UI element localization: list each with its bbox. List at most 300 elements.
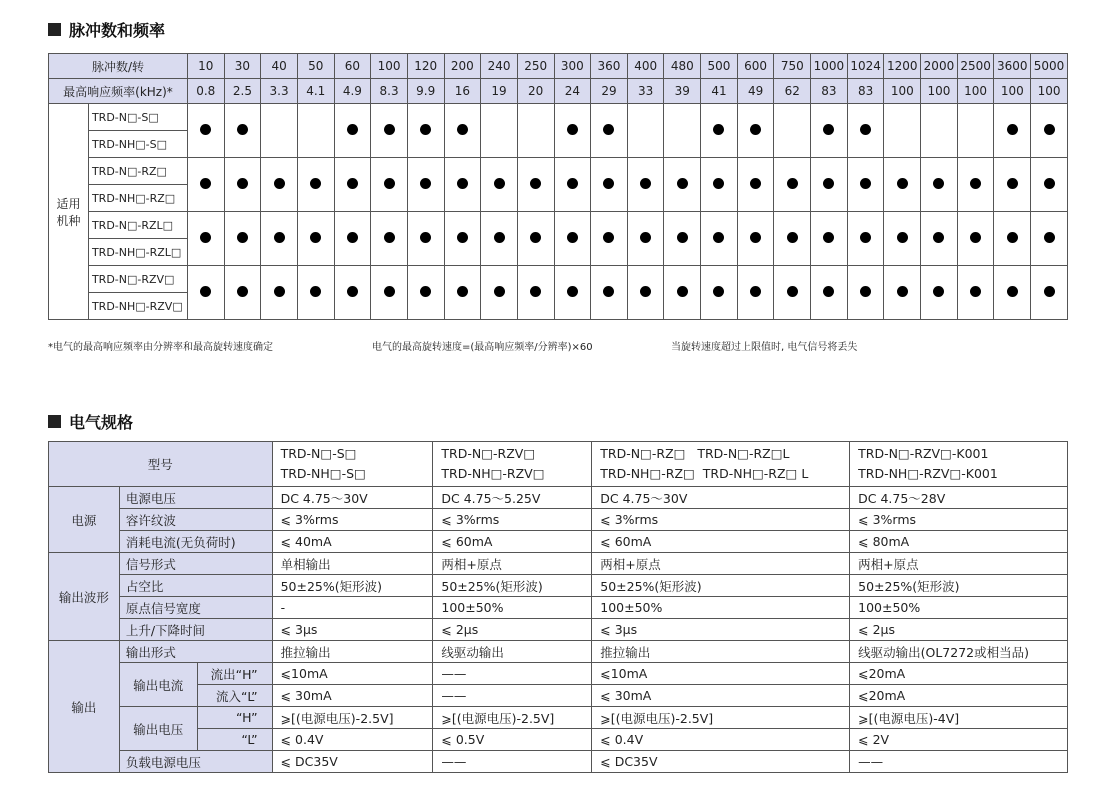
freq-value: 0.8: [187, 79, 224, 104]
compatible-dot-icon: [420, 286, 431, 297]
compatible-dot-icon: [530, 178, 541, 189]
compat-cell: [994, 158, 1031, 212]
freq-value: 16: [444, 79, 481, 104]
compatible-dot-icon: [1007, 232, 1018, 243]
spec-value: 50±25%(矩形波): [592, 575, 850, 597]
compat-cell: [1031, 158, 1068, 212]
group-output: 输出: [49, 641, 120, 773]
spec-sub-label: 流入“L”: [197, 685, 272, 707]
compat-cell: [517, 158, 554, 212]
spec-label: 信号形式: [119, 553, 272, 575]
spec-value: DC 4.75～30V: [272, 487, 433, 509]
model-name: TRD-NH□-RZV□: [88, 293, 187, 320]
section-title-pulse: [48, 18, 165, 41]
compatible-dot-icon: [567, 286, 578, 297]
spec-value: DC 4.75～28V: [850, 487, 1068, 509]
compatible-dot-icon: [640, 178, 651, 189]
compatible-dot-icon: [787, 286, 798, 297]
compat-cell: [297, 158, 334, 212]
model-name: TRD-NH□-RZL□: [88, 239, 187, 266]
compat-cell: [481, 212, 518, 266]
compat-cell: [664, 212, 701, 266]
compatible-dot-icon: [1007, 124, 1018, 135]
compat-cell: [297, 104, 334, 158]
pulse-row: [49, 54, 1068, 79]
spec-value: 50±25%(矩形波): [433, 575, 592, 597]
compatible-dot-icon: [677, 286, 688, 297]
compatible-dot-icon: [310, 232, 321, 243]
compat-cell: [957, 212, 994, 266]
spec-value: ⩽ 2V: [850, 729, 1068, 751]
spec-row: [49, 619, 1068, 641]
model-name: TRD-NH□-RZ□: [88, 185, 187, 212]
compatible-dot-icon: [384, 286, 395, 297]
compat-cell: [847, 212, 884, 266]
output-current-label: 输出电流: [119, 663, 197, 707]
compat-cell: [664, 104, 701, 158]
compat-cell: [884, 158, 921, 212]
compat-cell: [701, 158, 738, 212]
compat-cell: [701, 104, 738, 158]
compatible-dot-icon: [677, 178, 688, 189]
spec-value: ⩽ 0.4V: [272, 729, 433, 751]
pulse-value: 360: [591, 54, 628, 79]
freq-value: 4.1: [297, 79, 334, 104]
compat-cell: [957, 104, 994, 158]
pulse-value: 750: [774, 54, 811, 79]
compat-cell: [187, 266, 224, 320]
compatible-dot-icon: [787, 232, 798, 243]
compat-cell: [811, 212, 848, 266]
spec-value: ⩽ 3%rms: [433, 509, 592, 531]
spec-value: 100±50%: [850, 597, 1068, 619]
pulse-frequency-table: [48, 53, 1068, 320]
compat-cell: [371, 104, 408, 158]
compatible-dot-icon: [237, 232, 248, 243]
spec-value: 两相+原点: [592, 553, 850, 575]
compat-cell: [847, 266, 884, 320]
compatible-dot-icon: [1044, 232, 1055, 243]
compatible-dot-icon: [897, 178, 908, 189]
spec-row: [49, 531, 1068, 553]
compatible-dot-icon: [384, 124, 395, 135]
freq-value: 19: [481, 79, 518, 104]
model-name: TRD-N□-RZV□: [88, 266, 187, 293]
compat-cell: [921, 212, 958, 266]
spec-label: 电源电压: [119, 487, 272, 509]
compatible-dot-icon: [347, 232, 358, 243]
compat-cell: [957, 158, 994, 212]
model-label: 型号: [49, 442, 273, 487]
pulse-value: 400: [627, 54, 664, 79]
spec-value: ⩽ 80mA: [850, 531, 1068, 553]
compatible-dot-icon: [823, 124, 834, 135]
compatible-dot-icon: [640, 286, 651, 297]
compat-cell: [774, 158, 811, 212]
applicable-models-label: 适用 机种: [49, 104, 89, 320]
spec-value: ——: [433, 751, 592, 773]
compatible-dot-icon: [640, 232, 651, 243]
freq-value: 39: [664, 79, 701, 104]
pulse-value: 1000: [811, 54, 848, 79]
compat-cell: [261, 104, 298, 158]
compatible-dot-icon: [750, 124, 761, 135]
compat-cell: [224, 104, 261, 158]
compatible-dot-icon: [457, 232, 468, 243]
spec-label: 原点信号宽度: [119, 597, 272, 619]
compat-cell: [187, 158, 224, 212]
compat-cell: [847, 158, 884, 212]
model-name: TRD-N□-RZL□: [88, 212, 187, 239]
compat-cell: [811, 158, 848, 212]
spec-sub-label: “H”: [197, 707, 272, 729]
compatible-dot-icon: [1007, 178, 1018, 189]
compat-cell: [664, 158, 701, 212]
spec-value: ⩽ 2μs: [850, 619, 1068, 641]
compatible-dot-icon: [750, 232, 761, 243]
pulse-value: 50: [297, 54, 334, 79]
compatible-dot-icon: [494, 286, 505, 297]
freq-value: 8.3: [371, 79, 408, 104]
compatible-dot-icon: [567, 178, 578, 189]
compat-cell: [371, 212, 408, 266]
pulse-value: 1200: [884, 54, 921, 79]
model-header: TRD-N□-RZV□-K001 TRD-NH□-RZV□-K001: [850, 442, 1068, 487]
spec-value: ⩽ 3%rms: [592, 509, 850, 531]
compatible-dot-icon: [603, 232, 614, 243]
compat-cell: [921, 158, 958, 212]
spec-value: ⩽10mA: [272, 663, 433, 685]
compat-cell: [481, 158, 518, 212]
compatible-dot-icon: [457, 178, 468, 189]
spec-value: ⩽ 0.5V: [433, 729, 592, 751]
compatible-dot-icon: [750, 286, 761, 297]
freq-value: 100: [957, 79, 994, 104]
pulse-value: 60: [334, 54, 371, 79]
spec-value: ——: [433, 685, 592, 707]
compatible-dot-icon: [713, 178, 724, 189]
compat-cell: [701, 266, 738, 320]
compat-cell: [774, 266, 811, 320]
section-title-text: 电气规格: [69, 413, 134, 432]
compat-cell: [591, 158, 628, 212]
compat-cell: [627, 104, 664, 158]
compat-cell: [444, 158, 481, 212]
pulse-value: 2500: [957, 54, 994, 79]
compat-cell: [261, 212, 298, 266]
compat-cell: [334, 266, 371, 320]
compatible-dot-icon: [384, 232, 395, 243]
spec-row: [49, 487, 1068, 509]
compatible-dot-icon: [310, 178, 321, 189]
compat-cell: [884, 104, 921, 158]
spec-label: 上升/下降时间: [119, 619, 272, 641]
spec-value: 推拉输出: [272, 641, 433, 663]
model-name: TRD-N□-RZ□: [88, 158, 187, 185]
spec-value: ⩽ 60mA: [592, 531, 850, 553]
compat-cell: [371, 266, 408, 320]
model-header: TRD-N□-RZ□ TRD-N□-RZ□L TRD-NH□-RZ□ TRD-NH□-RZ□ L: [592, 442, 850, 487]
spec-value: ⩽20mA: [850, 663, 1068, 685]
spec-value: 100±50%: [433, 597, 592, 619]
spec-label: 负载电源电压: [119, 751, 272, 773]
compatible-dot-icon: [603, 286, 614, 297]
compat-cell: [444, 266, 481, 320]
model-row: [49, 266, 1068, 293]
spec-row: [49, 597, 1068, 619]
compatible-dot-icon: [713, 232, 724, 243]
compat-cell: [371, 158, 408, 212]
freq-value: 2.5: [224, 79, 261, 104]
pulse-value: 600: [737, 54, 774, 79]
compatible-dot-icon: [420, 124, 431, 135]
compat-cell: [664, 266, 701, 320]
spec-value: 单相输出: [272, 553, 433, 575]
spec-value: ——: [433, 663, 592, 685]
spec-value: 两相+原点: [433, 553, 592, 575]
spec-value: ⩽ 3μs: [272, 619, 433, 641]
output-voltage-label: 输出电压: [119, 707, 197, 751]
pulse-value: 240: [481, 54, 518, 79]
spec-label: 占空比: [119, 575, 272, 597]
pulse-value: 200: [444, 54, 481, 79]
spec-value: 两相+原点: [850, 553, 1068, 575]
compatible-dot-icon: [897, 232, 908, 243]
compatible-dot-icon: [603, 178, 614, 189]
compat-cell: [737, 212, 774, 266]
spec-value: ⩾[(电源电压)-2.5V]: [272, 707, 433, 729]
freq-value: 100: [994, 79, 1031, 104]
compatible-dot-icon: [933, 286, 944, 297]
compatible-dot-icon: [457, 124, 468, 135]
compatible-dot-icon: [787, 178, 798, 189]
spec-value: ⩾[(电源电压)-2.5V]: [592, 707, 850, 729]
compat-cell: [444, 212, 481, 266]
compatible-dot-icon: [200, 124, 211, 135]
compatible-dot-icon: [420, 178, 431, 189]
freq-value: 83: [847, 79, 884, 104]
pulse-value: 300: [554, 54, 591, 79]
spec-value: ⩽10mA: [592, 663, 850, 685]
freq-value: 49: [737, 79, 774, 104]
model-header-row: [49, 442, 1068, 487]
freq-value: 24: [554, 79, 591, 104]
compatible-dot-icon: [823, 286, 834, 297]
compat-cell: [187, 104, 224, 158]
freq-value: 62: [774, 79, 811, 104]
compat-cell: [297, 266, 334, 320]
compatible-dot-icon: [237, 286, 248, 297]
pulse-value: 250: [517, 54, 554, 79]
compat-cell: [737, 158, 774, 212]
compat-cell: [261, 158, 298, 212]
compat-cell: [737, 266, 774, 320]
compat-cell: [591, 266, 628, 320]
group-output-waveform: 输出波形: [49, 553, 120, 641]
freq-value: 83: [811, 79, 848, 104]
compatible-dot-icon: [1044, 124, 1055, 135]
compat-cell: [994, 266, 1031, 320]
freq-value: 100: [921, 79, 958, 104]
compat-cell: [517, 212, 554, 266]
pulse-row-label: 脉冲数/转: [49, 54, 188, 79]
pulse-value: 500: [701, 54, 738, 79]
compatible-dot-icon: [860, 286, 871, 297]
spec-value: 50±25%(矩形波): [850, 575, 1068, 597]
spec-value: ⩽ 30mA: [272, 685, 433, 707]
spec-sub-label: 流出“H”: [197, 663, 272, 685]
compat-cell: [261, 266, 298, 320]
compat-cell: [627, 266, 664, 320]
compatible-dot-icon: [1044, 286, 1055, 297]
compatible-dot-icon: [567, 124, 578, 135]
compatible-dot-icon: [200, 178, 211, 189]
compatible-dot-icon: [274, 232, 285, 243]
compat-cell: [737, 104, 774, 158]
spec-value: ⩽20mA: [850, 685, 1068, 707]
note-speed-formula: 电气的最高旋转速度=(最高响应频率/分辨率)×60: [372, 342, 593, 353]
compatible-dot-icon: [970, 232, 981, 243]
section-title-text: 脉冲数和频率: [69, 21, 166, 40]
compatible-dot-icon: [970, 178, 981, 189]
freq-row: [49, 79, 1068, 104]
spec-row: [49, 751, 1068, 773]
compat-cell: [224, 212, 261, 266]
compat-cell: [1031, 104, 1068, 158]
spec-row: [49, 663, 1068, 685]
pulse-value: 3600: [994, 54, 1031, 79]
freq-value: 33: [627, 79, 664, 104]
model-row: [49, 158, 1068, 185]
compatible-dot-icon: [603, 124, 614, 135]
compat-cell: [811, 104, 848, 158]
freq-value: 100: [1031, 79, 1068, 104]
freq-value: 20: [517, 79, 554, 104]
pulse-value: 1024: [847, 54, 884, 79]
spec-value: -: [272, 597, 433, 619]
spec-value: ⩾[(电源电压)-2.5V]: [433, 707, 592, 729]
compat-cell: [407, 212, 444, 266]
spec-value: DC 4.75～5.25V: [433, 487, 592, 509]
model-row: [49, 212, 1068, 239]
compatible-dot-icon: [750, 178, 761, 189]
compatible-dot-icon: [860, 232, 871, 243]
compatible-dot-icon: [933, 178, 944, 189]
spec-row: [49, 553, 1068, 575]
compat-cell: [884, 266, 921, 320]
freq-value: 29: [591, 79, 628, 104]
compat-cell: [701, 212, 738, 266]
compat-cell: [884, 212, 921, 266]
compatible-dot-icon: [494, 178, 505, 189]
pulse-value: 100: [371, 54, 408, 79]
compat-cell: [517, 266, 554, 320]
compatible-dot-icon: [384, 178, 395, 189]
spec-value: ⩽ 0.4V: [592, 729, 850, 751]
compat-cell: [481, 266, 518, 320]
compatible-dot-icon: [494, 232, 505, 243]
compatible-dot-icon: [530, 286, 541, 297]
compat-cell: [627, 212, 664, 266]
compat-cell: [591, 212, 628, 266]
square-bullet-icon: [48, 415, 61, 428]
spec-value: ⩽ 3μs: [592, 619, 850, 641]
model-header: TRD-N□-S□ TRD-NH□-S□: [272, 442, 433, 487]
compat-cell: [187, 212, 224, 266]
compatible-dot-icon: [677, 232, 688, 243]
pulse-value: 5000: [1031, 54, 1068, 79]
compat-cell: [444, 104, 481, 158]
square-bullet-icon: [48, 23, 61, 36]
compat-cell: [334, 158, 371, 212]
pulse-value: 40: [261, 54, 298, 79]
compat-cell: [224, 266, 261, 320]
compatible-dot-icon: [200, 286, 211, 297]
spec-value: 线驱动输出(OL7272或相当品): [850, 641, 1068, 663]
compat-cell: [481, 104, 518, 158]
pulse-value: 2000: [921, 54, 958, 79]
compatible-dot-icon: [933, 232, 944, 243]
compat-cell: [847, 104, 884, 158]
spec-value: ⩽ 3%rms: [272, 509, 433, 531]
spec-value: ⩽ 3%rms: [850, 509, 1068, 531]
spec-value: ⩽ 60mA: [433, 531, 592, 553]
compat-cell: [1031, 266, 1068, 320]
compatible-dot-icon: [310, 286, 321, 297]
pulse-value: 30: [224, 54, 261, 79]
spec-row: [49, 729, 1068, 751]
spec-value: ⩽ 40mA: [272, 531, 433, 553]
compatible-dot-icon: [1007, 286, 1018, 297]
compatible-dot-icon: [860, 178, 871, 189]
compatible-dot-icon: [823, 178, 834, 189]
section-title-electrical: [48, 410, 133, 433]
group-power: 电源: [49, 487, 120, 553]
note-frequency: *电气的最高响应频率由分辨率和最高旋转速度确定: [48, 342, 273, 353]
spec-value: 线驱动输出: [433, 641, 592, 663]
compat-cell: [407, 104, 444, 158]
compatible-dot-icon: [1044, 178, 1055, 189]
compatible-dot-icon: [713, 124, 724, 135]
spec-label: 输出形式: [119, 641, 272, 663]
freq-value: 41: [701, 79, 738, 104]
compat-cell: [994, 212, 1031, 266]
compatible-dot-icon: [457, 286, 468, 297]
compatible-dot-icon: [274, 178, 285, 189]
spec-value: ⩽ DC35V: [272, 751, 433, 773]
spec-sub-label: “L”: [197, 729, 272, 751]
model-name: TRD-N□-S□: [88, 104, 187, 131]
spec-value: ⩽ 2μs: [433, 619, 592, 641]
compat-cell: [334, 212, 371, 266]
compat-cell: [1031, 212, 1068, 266]
compatible-dot-icon: [200, 232, 211, 243]
compatible-dot-icon: [237, 124, 248, 135]
compat-cell: [774, 104, 811, 158]
compatible-dot-icon: [420, 232, 431, 243]
compat-cell: [554, 158, 591, 212]
model-row: [49, 104, 1068, 131]
model-name: TRD-NH□-S□: [88, 131, 187, 158]
spec-row: [49, 707, 1068, 729]
compat-cell: [994, 104, 1031, 158]
compatible-dot-icon: [347, 178, 358, 189]
spec-label: 容许纹波: [119, 509, 272, 531]
compatible-dot-icon: [347, 286, 358, 297]
spec-row: [49, 685, 1068, 707]
spec-value: 50±25%(矩形波): [272, 575, 433, 597]
compat-cell: [554, 266, 591, 320]
